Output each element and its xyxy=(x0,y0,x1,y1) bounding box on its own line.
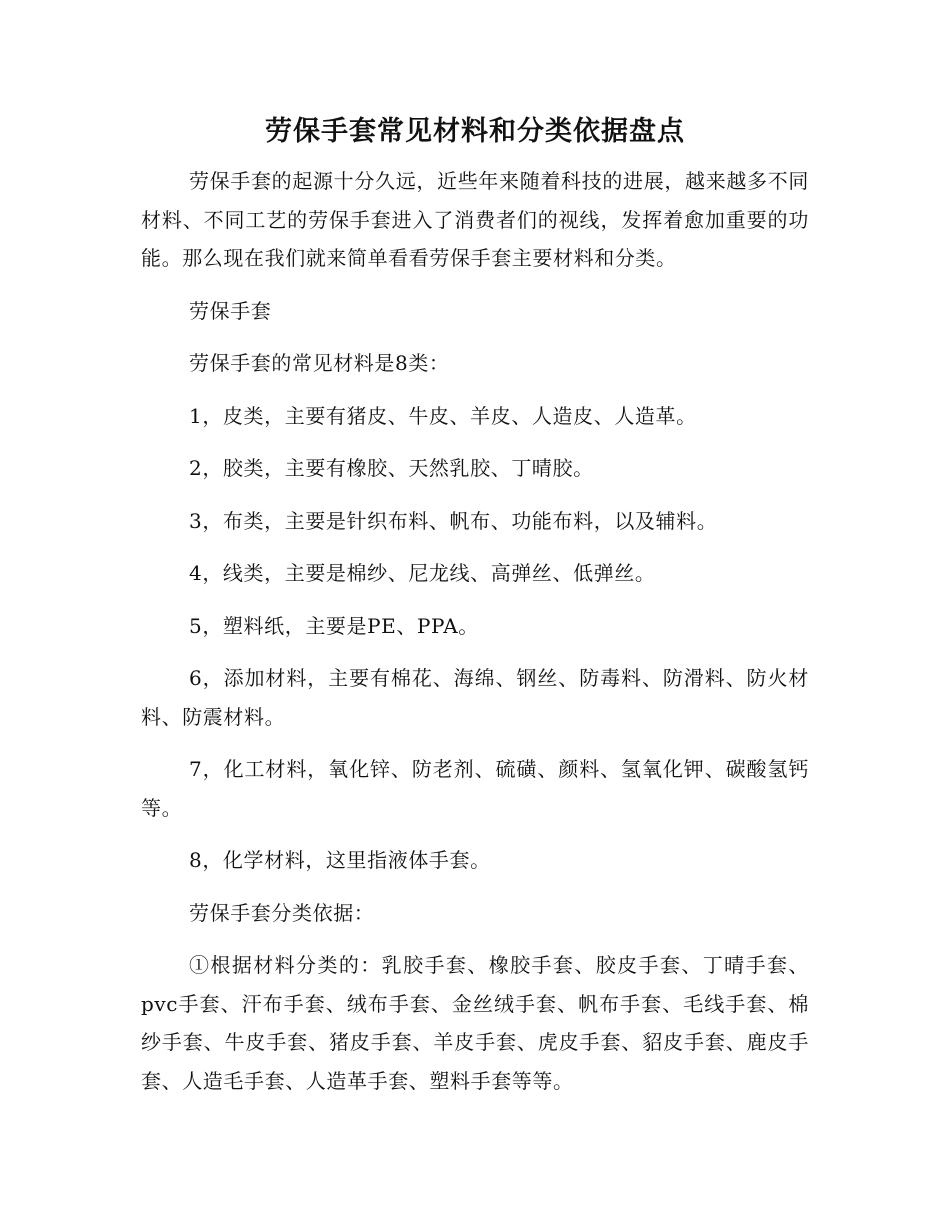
material-item-1: 1，皮类，主要有猪皮、牛皮、羊皮、人造皮、人造革。 xyxy=(189,403,697,428)
classification-by-material: ①根据材料分类的：乳胶手套、橡胶手套、胶皮手套、丁晴手套、pvc手套、汗布手套、绒布手套、金丝绒手套、帆布手套、毛线手套、棉纱手套、牛皮手套、猪皮手套、羊皮手套、虎皮手套、貂皮手套、鹿皮手套、人造毛手套、人造革手套、塑料手套等等。 xyxy=(141,953,809,1093)
material-item-2: 2，胶类，主要有橡胶、天然乳胶、丁晴胶。 xyxy=(189,456,594,480)
material-item-3: 3，布类，主要是针织布料、帆布、功能布料，以及辅料。 xyxy=(189,508,718,533)
material-item-7: 7，化工材料，氧化锌、防老剂、硫磺、颜料、氢氧化钾、碳酸氢钙等。 xyxy=(141,757,809,820)
material-item-8: 8，化学材料，这里指液体手套。 xyxy=(189,848,491,872)
document-title: 劳保手套常见材料和分类依据盘点 xyxy=(265,116,685,147)
classification-heading: 劳保手套分类依据： xyxy=(189,900,375,925)
intro-paragraph: 劳保手套的起源十分久远，近些年来随着科技的进展，越来越多不同材料、不同工艺的劳保手套进入了消费者们的视线，发挥着愈加重要的功能。那么现在我们就来简单看看劳保手套主要材料和分类。 xyxy=(141,169,809,270)
material-item-6: 6，添加材料，主要有棉花、海绵、钢丝、防毒料、防滑料、防火材料、防震材料。 xyxy=(141,666,809,729)
materials-intro: 劳保手套的常见材料是8类： xyxy=(189,351,450,375)
section-heading-gloves: 劳保手套 xyxy=(189,298,272,323)
document-page xyxy=(141,112,809,1100)
material-item-4: 4，线类，主要是棉纱、尼龙线、高弹丝、低弹丝。 xyxy=(189,561,656,585)
material-item-5: 5，塑料纸，主要是PE、PPA。 xyxy=(189,613,479,638)
